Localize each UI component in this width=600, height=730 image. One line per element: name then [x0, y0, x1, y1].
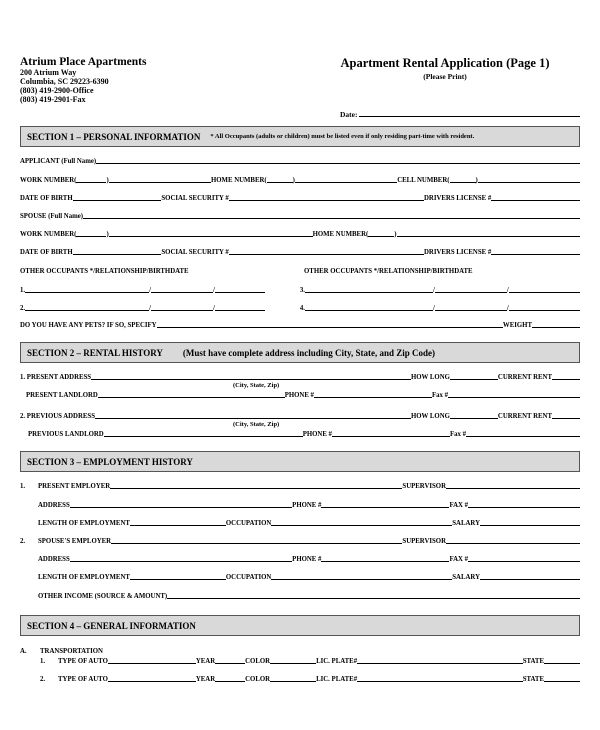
occupant-num-3: 3. — [299, 287, 305, 294]
spouse-work-row — [20, 227, 580, 239]
applicant-label: APPLICANT (Full Name) — [20, 158, 97, 165]
auto-num-1: 1. — [40, 658, 46, 665]
color-field-1[interactable] — [270, 663, 316, 664]
date-label: Date: — [340, 110, 358, 119]
spouse-dob-label: DATE OF BIRTH — [20, 249, 73, 256]
employer-phone-field[interactable] — [321, 507, 449, 508]
slash: / — [213, 287, 215, 294]
paren: ) — [475, 177, 478, 184]
present-address-label: 1. PRESENT ADDRESS — [20, 374, 92, 381]
spouse-employer-address-field[interactable] — [70, 561, 292, 562]
salary-label: SALARY — [452, 520, 480, 527]
spouse-employer-address-row — [20, 552, 580, 564]
lic-plate-field-2[interactable] — [357, 681, 523, 682]
org-address-2: Columbia, SC 29223-6390 — [20, 77, 109, 86]
lic-plate-label-2: LIC. PLATE# — [316, 676, 358, 683]
section-4-title: SECTION 4 – GENERAL INFORMATION — [27, 620, 196, 631]
spouse-employer-fax-field[interactable] — [468, 561, 580, 562]
occupant-row-2 — [20, 301, 580, 313]
slash: / — [149, 287, 151, 294]
spouse-employer-phone-label: PHONE # — [292, 556, 322, 563]
salary-field[interactable] — [480, 525, 580, 526]
spouse-ssn-label: SOCIAL SECURITY # — [161, 249, 229, 256]
occupant-1-relationship[interactable] — [151, 292, 213, 293]
supervisor-field[interactable] — [446, 488, 580, 489]
spouse-ssn-field[interactable] — [229, 254, 424, 255]
occupant-row-1 — [20, 283, 580, 295]
employer-num-2: 2. — [20, 538, 26, 545]
paren: ) — [106, 177, 109, 184]
section-2-note: (Must have complete address including City, State, and Zip Code) — [182, 347, 435, 358]
auto-row-2 — [20, 672, 580, 684]
section-2-header — [20, 342, 580, 363]
ssn-field[interactable] — [229, 200, 424, 201]
spouse-employment-length-row — [20, 570, 580, 582]
occupant-4-relationship[interactable] — [435, 310, 507, 311]
section-1-note: * All Occupants (adults or children) must be listed even if only residing part-time with resident. — [210, 133, 475, 140]
spouse-dob-field[interactable] — [73, 254, 162, 255]
paren: ) — [106, 231, 109, 238]
slash: / — [433, 287, 435, 294]
landlord-fax-label: Fax # — [431, 392, 448, 399]
occupant-4-name[interactable] — [305, 310, 433, 311]
previous-address-row — [20, 409, 580, 421]
auto-num-2: 2. — [40, 676, 46, 683]
dob-field[interactable] — [73, 200, 162, 201]
spouse-length-employment-field[interactable] — [130, 579, 226, 580]
occupant-3-relationship[interactable] — [435, 292, 507, 293]
spouse-home-number-field[interactable] — [397, 236, 580, 237]
employer-fax-label: FAX # — [449, 502, 468, 509]
home-number-field[interactable] — [295, 182, 397, 183]
weight-label: WEIGHT — [502, 322, 532, 329]
other-income-field[interactable] — [167, 598, 580, 599]
present-landlord-field[interactable] — [98, 397, 285, 398]
spouse-salary-label: SALARY — [452, 574, 480, 581]
spouse-occupation-field[interactable] — [271, 579, 452, 580]
color-label-2: COLOR — [245, 676, 271, 683]
spouse-label: SPOUSE (Full Name) — [20, 213, 84, 220]
spouse-dob-row — [20, 245, 580, 257]
landlord-phone-label: PHONE # — [284, 392, 314, 399]
slash: / — [433, 305, 435, 312]
color-field-2[interactable] — [270, 681, 316, 682]
present-employer-label: PRESENT EMPLOYER — [38, 483, 111, 490]
state-field-1[interactable] — [544, 663, 580, 664]
section-4-a: A. — [20, 648, 27, 655]
org-fax: (803) 419-2901-Fax — [20, 95, 86, 104]
org-office-phone: (803) 419-2900-Office — [20, 86, 94, 95]
previous-address-field[interactable] — [95, 418, 411, 419]
occupant-2-relationship[interactable] — [151, 310, 213, 311]
present-address-field[interactable] — [91, 379, 411, 380]
year-label-2: YEAR — [195, 676, 216, 683]
spouse-employer-field[interactable] — [111, 543, 402, 544]
dl-field[interactable] — [491, 200, 580, 201]
employer-phone-label: PHONE # — [292, 502, 322, 509]
section-2-title: SECTION 2 – RENTAL HISTORY — [27, 347, 163, 358]
employer-address-field[interactable] — [70, 507, 292, 508]
present-landlord-label: PRESENT LANDLORD — [26, 392, 98, 399]
occupation-label: OCCUPATION — [225, 520, 272, 527]
landlord-phone-field[interactable] — [314, 397, 432, 398]
other-income-row — [20, 589, 580, 601]
type-of-auto-field-2[interactable] — [108, 681, 196, 682]
work-area-field[interactable] — [76, 182, 106, 183]
auto-row-1 — [20, 654, 580, 666]
spouse-work-area-field[interactable] — [76, 236, 106, 237]
spouse-work-number-label: WORK NUMBER( — [20, 231, 77, 238]
org-address-1: 200 Atrium Way — [20, 68, 77, 77]
slash: / — [213, 305, 215, 312]
type-of-auto-label-1: TYPE OF AUTO — [58, 658, 108, 665]
other-occupants-label-right: OTHER OCCUPANTS */RELATIONSHIP/BIRTHDATE — [304, 268, 473, 275]
occupant-2-birthdate[interactable] — [215, 310, 265, 311]
spouse-home-area-field[interactable] — [368, 236, 394, 237]
occupant-3-birthdate[interactable] — [509, 292, 580, 293]
other-occupants-header-row — [20, 264, 580, 276]
employment-length-row — [20, 516, 580, 528]
present-employer-field[interactable] — [110, 488, 402, 489]
spouse-dl-field[interactable] — [491, 254, 580, 255]
previous-landlord-row — [20, 427, 580, 439]
spouse-supervisor-field[interactable] — [446, 543, 580, 544]
dob-row — [20, 191, 580, 203]
form-title: Apartment Rental Application (Page 1) — [340, 56, 550, 70]
org-name: Atrium Place Apartments — [20, 56, 147, 68]
how-long-field[interactable] — [450, 379, 498, 380]
applicant-field[interactable] — [96, 163, 580, 164]
weight-field[interactable] — [532, 327, 580, 328]
color-label-1: COLOR — [245, 658, 271, 665]
section-4-header — [20, 615, 580, 636]
spouse-salary-field[interactable] — [480, 579, 580, 580]
city-state-zip-hint-2: (City, State, Zip) — [233, 421, 280, 428]
occupant-3-name[interactable] — [305, 292, 433, 293]
year-label-1: YEAR — [195, 658, 216, 665]
previous-landlord-label: PREVIOUS LANDLORD — [28, 431, 104, 438]
dob-label: DATE OF BIRTH — [20, 195, 73, 202]
occupant-2-name[interactable] — [25, 310, 149, 311]
type-of-auto-field-1[interactable] — [108, 663, 196, 664]
spouse-length-employment-label: LENGTH OF EMPLOYMENT — [38, 574, 130, 581]
prev-landlord-fax-label: Fax # — [449, 431, 466, 438]
slash: / — [506, 305, 509, 312]
form-title-block — [320, 56, 570, 81]
previous-address-label: 2. PREVIOUS ADDRESS — [20, 413, 95, 420]
other-occupants-label-left: OTHER OCCUPANTS */RELATIONSHIP/BIRTHDATE — [20, 268, 189, 275]
ssn-label: SOCIAL SECURITY # — [161, 195, 229, 202]
work-number-field[interactable] — [109, 182, 211, 183]
type-of-auto-label-2: TYPE OF AUTO — [58, 676, 108, 683]
employer-address-label: ADDRESS — [38, 502, 70, 509]
spouse-employer-row — [20, 534, 580, 546]
paren: ) — [394, 231, 397, 238]
prev-landlord-phone-label: PHONE # — [302, 431, 332, 438]
occupation-field[interactable] — [271, 525, 452, 526]
work-number-row — [20, 173, 580, 185]
lic-plate-label-1: LIC. PLATE# — [316, 658, 358, 665]
spouse-work-number-field[interactable] — [109, 236, 313, 237]
landlord-fax-field[interactable] — [448, 397, 580, 398]
current-rent-field[interactable] — [552, 379, 580, 380]
prev-how-long-label: HOW LONG — [410, 413, 450, 420]
cell-area-field[interactable] — [450, 182, 476, 183]
cell-number-label: CELL NUMBER( — [397, 177, 450, 184]
prev-current-rent-label: CURRENT RENT — [497, 413, 552, 420]
length-employment-label: LENGTH OF EMPLOYMENT — [38, 520, 130, 527]
year-field-2[interactable] — [215, 681, 245, 682]
length-employment-field[interactable] — [130, 525, 226, 526]
spouse-occupation-label: OCCUPATION — [225, 574, 272, 581]
spouse-supervisor-label: SUPERVISOR — [402, 538, 446, 545]
paren: ) — [292, 177, 295, 184]
occupant-num-1: 1. — [20, 287, 26, 294]
pets-label: DO YOU HAVE ANY PETS? IF SO, SPECIFY — [20, 322, 157, 329]
current-rent-label: CURRENT RENT — [497, 374, 552, 381]
spouse-employer-fax-label: FAX # — [449, 556, 468, 563]
state-label-2: STATE — [522, 676, 544, 683]
spouse-employer-address-label: ADDRESS — [38, 556, 70, 563]
employer-address-row — [20, 498, 580, 510]
spouse-dl-label: DRIVERS LICENSE # — [424, 249, 492, 256]
employer-num-1: 1. — [20, 483, 26, 490]
occupant-num-2: 2. — [20, 305, 26, 312]
applicant-row — [20, 154, 580, 166]
occupant-1-birthdate[interactable] — [215, 292, 265, 293]
lic-plate-field-1[interactable] — [357, 663, 523, 664]
present-landlord-row — [20, 388, 580, 400]
prev-how-long-field[interactable] — [450, 418, 498, 419]
year-field-1[interactable] — [215, 663, 245, 664]
present-address-row — [20, 370, 580, 382]
pets-row — [20, 318, 580, 330]
prev-current-rent-field[interactable] — [552, 418, 580, 419]
date-line[interactable] — [359, 110, 581, 117]
org-block — [20, 56, 146, 104]
spouse-employer-label: SPOUSE'S EMPLOYER — [38, 538, 112, 545]
section-3-header — [20, 451, 580, 472]
state-label-1: STATE — [522, 658, 544, 665]
section-1-title: SECTION 1 – PERSONAL INFORMATION — [27, 131, 201, 142]
occupant-4-birthdate[interactable] — [509, 310, 580, 311]
prev-landlord-fax-field[interactable] — [466, 436, 580, 437]
occupant-1-name[interactable] — [25, 292, 149, 293]
date-field[interactable] — [340, 110, 580, 119]
spouse-row — [20, 209, 580, 221]
employer-fax-field[interactable] — [468, 507, 580, 508]
home-area-field[interactable] — [267, 182, 293, 183]
slash: / — [506, 287, 509, 294]
form-subtitle: (Please Print) — [423, 72, 467, 81]
spouse-home-number-label: HOME NUMBER( — [312, 231, 369, 238]
work-number-label: WORK NUMBER( — [20, 177, 77, 184]
transportation-label: TRANSPORTATION — [40, 648, 103, 655]
city-state-zip-hint-1: (City, State, Zip) — [233, 382, 280, 389]
state-field-2[interactable] — [544, 681, 580, 682]
how-long-label: HOW LONG — [410, 374, 450, 381]
other-income-label: OTHER INCOME (SOURCE & AMOUNT) — [38, 593, 168, 600]
home-number-label: HOME NUMBER( — [210, 177, 267, 184]
spouse-field[interactable] — [83, 218, 580, 219]
present-employer-row — [20, 479, 580, 491]
cell-number-field[interactable] — [478, 182, 580, 183]
dl-label: DRIVERS LICENSE # — [424, 195, 492, 202]
section-3-title: SECTION 3 – EMPLOYMENT HISTORY — [27, 456, 193, 467]
spouse-employer-phone-field[interactable] — [321, 561, 449, 562]
supervisor-label: SUPERVISOR — [402, 483, 446, 490]
section-1-header — [20, 126, 580, 147]
previous-landlord-field[interactable] — [104, 436, 303, 437]
pets-field[interactable] — [157, 327, 503, 328]
prev-landlord-phone-field[interactable] — [332, 436, 450, 437]
occupant-num-4: 4. — [299, 305, 305, 312]
slash: / — [149, 305, 151, 312]
